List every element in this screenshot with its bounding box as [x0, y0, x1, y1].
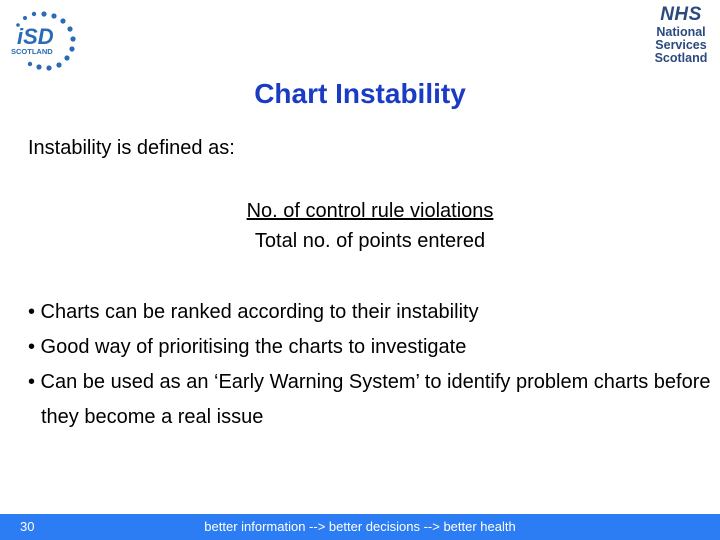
- bullet-item: • Can be used as an ‘Early Warning System’ to identify problem charts before they become a real issue: [28, 371, 711, 428]
- nhs-line-1: National: [656, 25, 706, 39]
- intro-text: Instability is defined as:: [28, 137, 235, 159]
- nhs-logo: [650, 4, 712, 65]
- bullet-item: • Good way of prioritising the charts to investigate: [28, 336, 467, 358]
- isd-logo-graphic: [8, 8, 80, 74]
- isd-logo-subtext: SCOTLAND: [11, 47, 53, 56]
- footer-tagline: better information --> better decisions --> better health: [204, 519, 516, 534]
- nhs-badge: NHS: [660, 4, 702, 25]
- slide-title: Chart Instability: [254, 78, 466, 109]
- isd-logo: [8, 8, 80, 74]
- bullet-item: • Charts can be ranked according to their instability: [28, 301, 479, 323]
- bullet-list: [28, 295, 720, 435]
- nhs-line-2: Services: [655, 38, 707, 52]
- instability-formula: [200, 200, 540, 253]
- formula-denominator: Total no. of points entered: [254, 230, 486, 252]
- slide-number: 30: [20, 519, 35, 534]
- nhs-line-3: Scotland: [654, 51, 708, 65]
- footer-bar: [0, 514, 720, 540]
- isd-logo-text: iSD: [17, 24, 54, 49]
- formula-numerator: No. of control rule violations: [246, 200, 494, 222]
